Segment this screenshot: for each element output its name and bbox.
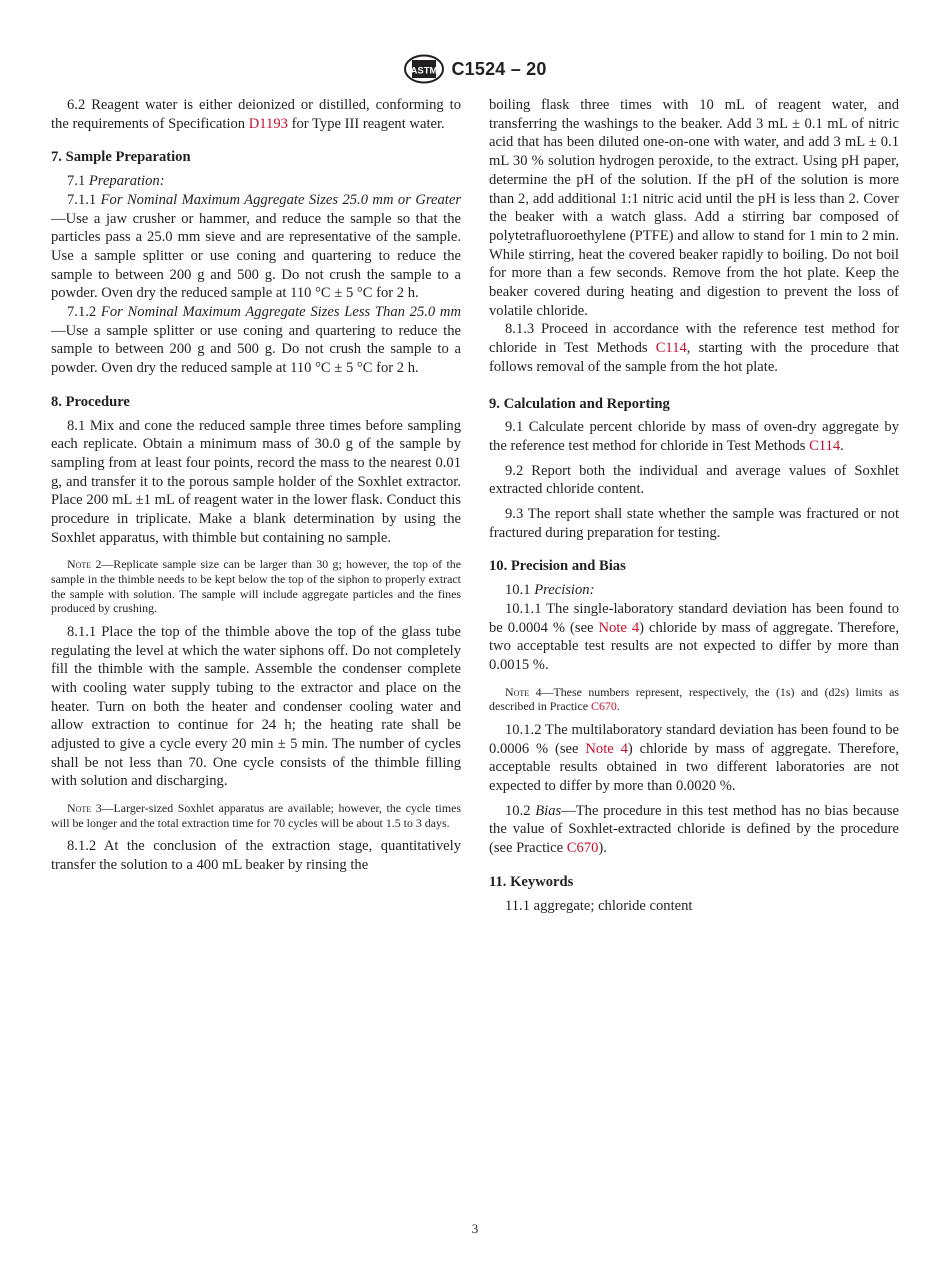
section-8-1-2-continued: boiling flask three times with 10 mL of reagent water, and transferring the washings to the beaker. Add 3 mL ± 0.1 mL of nitric acid that has been diluted one-on-one with water, and add 3 mL ± 0.1 mL 30 % solution hydrogen peroxide, to the extract. Using pH paper, determine the pH of the solution. If the pH of the solution is more than 2, add additional 1:1 nitric acid until the pH is less than 2. Cover the beaker with a watch glass. Add a stirring bar composed of polytetrafluoroethylene (PTFE) and allow to stand for 1 min to 2 min. While stirring, heat the covered beaker rapidly to boiling. Do not boil for more than a few seconds. Remove from the hot plate. Keep the beaker covered during heating and digestion to prevent the loss of volatile chloride. bbox=[489, 97, 899, 319]
section-8-1-1: 8.1.1 Place the top of the thimble above the top of the glass tube regulating the level at which the water siphons off. Do not completely fill the thimble with the sample. Assemble the condenser complete with cooling water supply tubing to the extractor and place on the heater. Turn on both the heater and condenser cooling water and allow extraction to continue for 24 h; the heating rate shall be adjusted to give a cycle every 20 min ± 5 min. The number of cycles shall be not less than 70. One cycle consists of the thimble filling with solution and discharging. bbox=[51, 623, 461, 790]
document-id: C1524 – 20 bbox=[451, 58, 547, 79]
section-8-1-3: 8.1.3 Proceed in accordance with the reference test method for chloride in Test Methods C114, starting with the procedure that follows removal of the sample from the hot plate. bbox=[489, 321, 899, 375]
svg-text:ASTM: ASTM bbox=[410, 65, 438, 77]
section-9-3: 9.3 The report shall state whether the sample was fractured or not fractured during preparation for testing. bbox=[489, 506, 899, 541]
astm-logo-icon bbox=[403, 54, 445, 84]
link-note-4[interactable]: Note 4 bbox=[598, 619, 640, 636]
section-9-2: 9.2 Report both the individual and average values of Soxhlet extracted chloride content. bbox=[489, 462, 899, 498]
heading-keywords: 11. Keywords bbox=[489, 873, 574, 890]
section-7-1-1: 7.1.1 For Nominal Maximum Aggregate Sizes 25.0 mm or Greater—Use a jaw crusher or hammer, and reduce the sample so that the particles pass a 25.0 mm sieve and are representative of the sample. Use a sample splitter or use coning and quartering to reduce the sample to between 200 g and 500 g. Do not crush the sample to a powder. Oven dry the reduced sample at 110 °C ± 5 °C for 2 h. bbox=[51, 191, 462, 302]
heading-sample-preparation: 7. Sample Preparation bbox=[51, 149, 191, 166]
note-2: Note 2—Replicate sample size can be larger than 30 g; however, the top of the sample in the thimble needs to be kept below the top of the siphon to properly extract the sample with solution. The sample will include aggregate particles and the fines produced by crushing. bbox=[51, 557, 461, 616]
section-8-1: 8.1 Mix and cone the reduced sample three times before sampling each replicate. Obtain a minimum mass of 30.0 g of the sample by sampling from at least four points, record the mass to the nearest 0.01 g, and transfer it to the porous sample holder of the Soxhlet extractor. Place 200 mL ±1 mL of reagent water in the lower flask. Conduct this procedure in triplicate. Make a blank determination by using the Soxhlet apparatus, with thimble but containing no sample. bbox=[51, 417, 461, 546]
page-header bbox=[0, 54, 950, 84]
heading-precision-bias: 10. Precision and Bias bbox=[489, 558, 626, 575]
link-d1193[interactable]: D1193 bbox=[248, 115, 288, 132]
left-column bbox=[51, 96, 461, 875]
link-c670-2[interactable]: C670 bbox=[566, 840, 599, 857]
section-7-1-2: 7.1.2 For Nominal Maximum Aggregate Sizes Less Than 25.0 mm—Use a sample splitter or use coning and quartering to reduce the sample to between 200 g and 500 g. Do not crush the sample to a powder. Oven dry the reduced sample at 110 °C ± 5 °C for 2 h. bbox=[51, 304, 461, 377]
heading-procedure: 8. Procedure bbox=[51, 393, 130, 410]
section-8-1-2: 8.1.2 At the conclusion of the extraction stage, quantitatively transfer the solution to a 400 mL beaker by rinsing the bbox=[51, 838, 461, 874]
note-4: Note 4—These numbers represent, respectively, the (1s) and (d2s) limits as described in Practice C670. bbox=[489, 684, 900, 714]
section-9-1: 9.1 Calculate percent chloride by mass of oven-dry aggregate by the reference test method for chloride in Test Methods C114. bbox=[489, 419, 899, 454]
section-10-1-1: 10.1.1 The single-laboratory standard deviation has been found to be 0.0004 % (see Note 4) chloride by mass of aggregate. Therefore, two acceptable test results are not expected to differ by more than 0.0015 %. bbox=[489, 600, 899, 673]
section-10-2: 10.2 Bias—The procedure in this test method has no bias because the value of Soxhlet-extracted chloride is defined by the procedure (see Practice C670). bbox=[489, 802, 899, 857]
link-c114-2[interactable]: C114 bbox=[809, 437, 841, 454]
section-7-1: 7.1 Preparation: bbox=[67, 173, 165, 190]
section-10-1: 10.1 Precision: bbox=[505, 582, 595, 599]
heading-calculation-reporting: 9. Calculation and Reporting bbox=[489, 395, 670, 412]
section-6-2: 6.2 Reagent water is either deionized or distilled, conforming to the requirements of Specification D1193 for Type III reagent water. bbox=[51, 97, 461, 132]
link-c670[interactable]: C670 bbox=[591, 699, 617, 714]
section-11-1: 11.1 aggregate; chloride content bbox=[505, 897, 693, 914]
right-column bbox=[489, 96, 899, 915]
link-c114[interactable]: C114 bbox=[655, 340, 687, 357]
page-number: 3 bbox=[471, 1221, 479, 1236]
note-3: Note 3—Larger-sized Soxhlet apparatus are available; however, the cycle times will be longer and the total extraction time for 70 cycles will be about 1.5 to 3 days. bbox=[51, 801, 461, 830]
link-note-4-2[interactable]: Note 4 bbox=[585, 740, 628, 757]
section-10-1-2: 10.1.2 The multilaboratory standard deviation has been found to be 0.0006 % (see Note 4) chloride by mass of aggregate. Therefore, acceptable results obtained in two different laboratories are not expected to differ by more than 0.0020 %. bbox=[489, 721, 899, 794]
